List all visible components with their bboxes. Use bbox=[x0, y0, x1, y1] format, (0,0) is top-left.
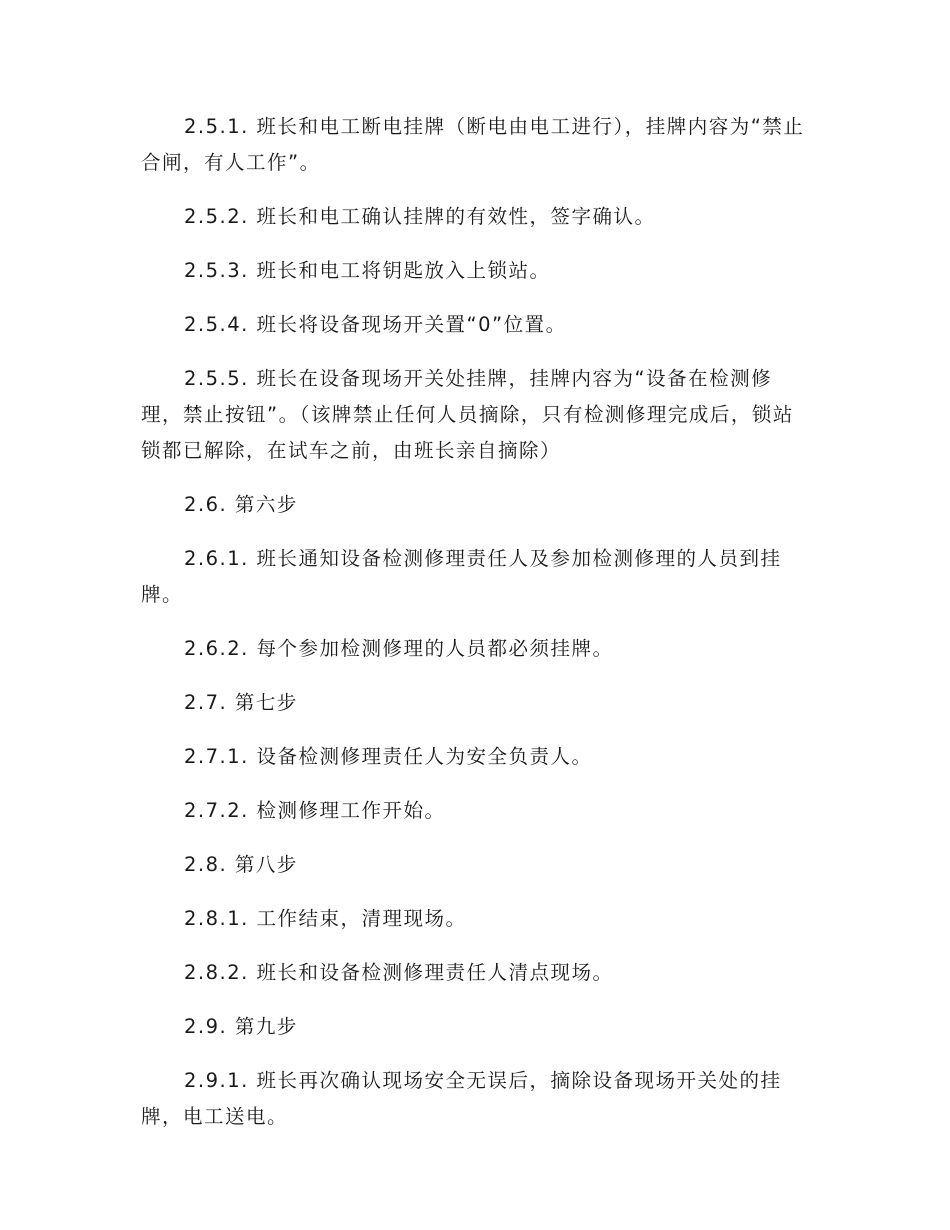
heading-2-7: 2.7. 第七步 bbox=[184, 691, 298, 714]
paragraph-2-5-2: 2.5.2. 班长和电工确认挂牌的有效性，签字确认。 bbox=[184, 205, 656, 228]
paragraph-2-5-4: 2.5.4. 班长将设备现场开关置“0”位置。 bbox=[184, 313, 567, 336]
paragraph-2-6-2: 2.6.2. 每个参加检测修理的人员都必须挂牌。 bbox=[184, 637, 614, 660]
paragraph-2-5-3: 2.5.3. 班长和电工将钥匙放入上锁站。 bbox=[184, 259, 551, 282]
paragraph-2-7-1: 2.7.1. 设备检测修理责任人为安全负责人。 bbox=[184, 745, 593, 768]
paragraph-2-8-2: 2.8.2. 班长和设备检测修理责任人清点现场。 bbox=[184, 961, 614, 984]
document-body bbox=[141, 109, 811, 1153]
paragraph-2-5-5: 2.5.5. 班长在设备现场开关处挂牌，挂牌内容为“设备在检测修理，禁止按钮”。（该牌禁止任何人员摘除，只有检测修理完成后，锁站锁都已解除，在试车之前，由班长亲自摘除） bbox=[141, 367, 794, 462]
paragraph-2-6-1: 2.6.1. 班长通知设备检测修理责任人及参加检测修理的人员到挂牌。 bbox=[141, 547, 782, 606]
heading-2-8: 2.8. 第八步 bbox=[184, 853, 298, 876]
heading-2-6: 2.6. 第六步 bbox=[184, 493, 298, 516]
paragraph-2-8-1: 2.8.1. 工作结束，清理现场。 bbox=[184, 907, 467, 930]
heading-2-9: 2.9. 第九步 bbox=[184, 1015, 298, 1038]
paragraph-2-7-2: 2.7.2. 检测修理工作开始。 bbox=[184, 799, 446, 822]
paragraph-2-9-1: 2.9.1. 班长再次确认现场安全无误后，摘除设备现场开关处的挂牌，电工送电。 bbox=[141, 1069, 782, 1128]
paragraph-2-5-1: 2.5.1. 班长和电工断电挂牌（断电由电工进行），挂牌内容为“禁止合闸，有人工作”。 bbox=[141, 115, 805, 174]
